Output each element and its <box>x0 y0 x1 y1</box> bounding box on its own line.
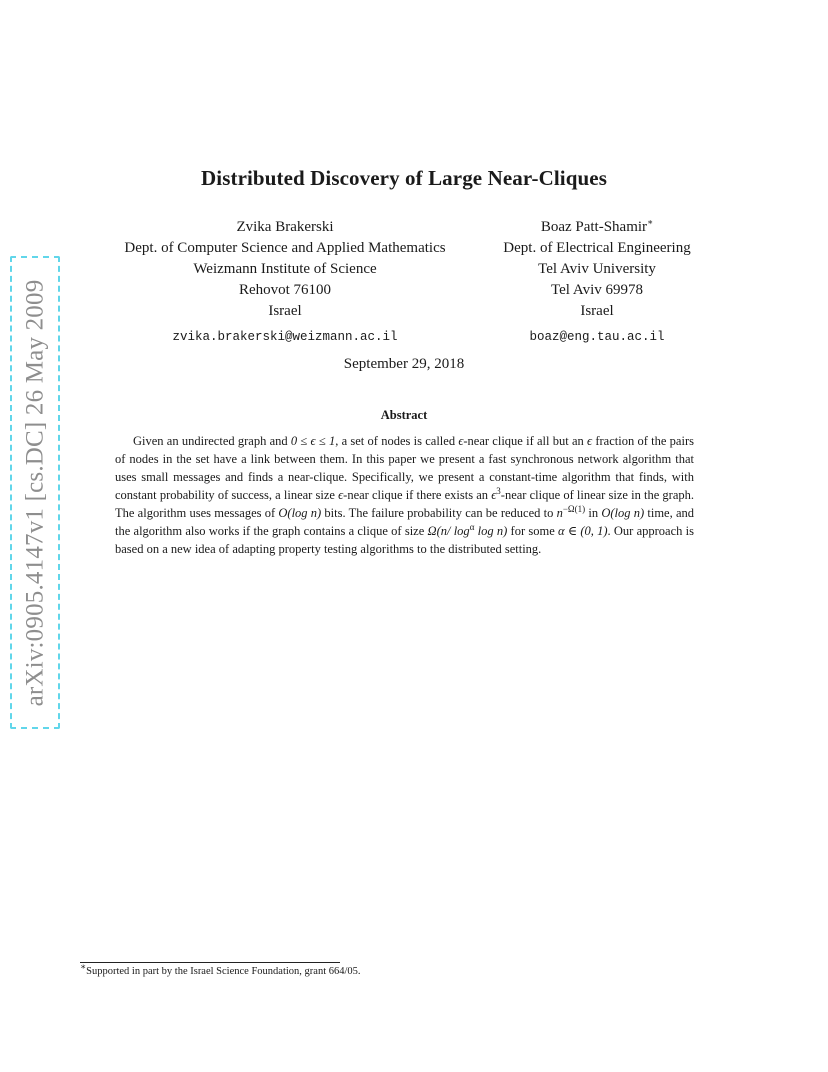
math-inline: ϵ <box>491 488 497 502</box>
author-name-line <box>490 217 704 238</box>
footnote <box>80 961 361 977</box>
author-affiliation-line: Dept. of Computer Science and Applied Mathematics <box>124 240 446 256</box>
author-affiliation-line: Israel <box>268 303 302 319</box>
abstract-text: , a set of nodes is called <box>335 434 459 448</box>
abstract-heading: Abstract <box>380 408 428 422</box>
math-inline: ϵ <box>338 488 344 502</box>
abstract-text: fraction of the pairs of nodes in the set have a link between them. In this paper we present a fast synchronous network algorithm that uses small messages and finds a near-clique. Specifically, we present a constant-time algorithm that finds, with constant probability of success, a linear size <box>115 434 694 502</box>
author-name: Boaz Patt-Shamir <box>540 219 648 235</box>
author-affiliation-line: Tel Aviv University <box>538 261 656 277</box>
abstract-text: -near clique of linear size in the graph. The algorithm uses messages of <box>115 488 695 520</box>
math-inline: ϵ <box>587 434 593 448</box>
abstract-text: in <box>585 506 602 520</box>
abstract-text: time, and the algorithm also works if the graph contains a clique of size <box>115 506 695 538</box>
math-inline: ϵ <box>458 434 464 448</box>
math-inline: log n) <box>474 524 508 538</box>
author-affiliation-line: Dept. of Electrical Engineering <box>503 240 691 256</box>
author-email[interactable]: zvika.brakerski@weizmann.ac.il <box>172 330 398 344</box>
paper-title: Distributed Discovery of Large Near-Cliques <box>201 166 607 190</box>
abstract-text: for some <box>507 524 559 538</box>
arxiv-id-text: arXiv:0905.4147v1 [cs.DC] 26 May 2009 <box>21 279 49 706</box>
math-inline: n <box>556 506 563 520</box>
footnote-mark: ∗ <box>80 961 87 972</box>
footnote-text: Supported in part by the Israel Science Foundation, grant 664/05. <box>86 966 361 977</box>
author-affiliation-line: Rehovot 76100 <box>238 282 332 298</box>
math-superscript: α <box>469 521 475 532</box>
abstract-text: bits. The failure probability can be reduced to <box>321 506 557 520</box>
math-inline: α ∈ (0, 1) <box>558 524 608 538</box>
author-name: Zvika Brakerski <box>236 219 334 235</box>
math-inline: Ω(n/ log <box>427 524 470 538</box>
author-block-1 <box>104 217 466 348</box>
author-affiliation-line: Weizmann Institute of Science <box>193 261 377 277</box>
math-superscript: −Ω(1) <box>562 503 586 514</box>
math-inline: O(log n) <box>601 506 645 520</box>
author-affiliation-line: Tel Aviv 69978 <box>551 282 643 298</box>
abstract-body <box>115 432 694 558</box>
abstract-text: -near clique if all but an <box>463 434 588 448</box>
author-affiliation-line: Israel <box>580 303 614 319</box>
abstract-text: . Our approach is based on a new idea of adapting property testing algorithms to the distributed setting. <box>115 524 694 556</box>
math-inline: 0 ≤ ϵ ≤ 1 <box>290 434 336 448</box>
footnote-divider <box>80 962 340 963</box>
paper-date: September 29, 2018 <box>343 356 465 372</box>
author-block-2 <box>490 217 704 348</box>
footnote-mark[interactable]: ∗ <box>647 217 654 227</box>
abstract-text: Given an undirected graph and <box>133 434 291 448</box>
abstract-text: -near clique if there exists an <box>343 488 492 502</box>
arxiv-stamp <box>10 256 60 729</box>
math-inline: O(log n) <box>278 506 322 520</box>
math-superscript: 3 <box>496 485 501 496</box>
author-email[interactable]: boaz@eng.tau.ac.il <box>529 330 665 344</box>
